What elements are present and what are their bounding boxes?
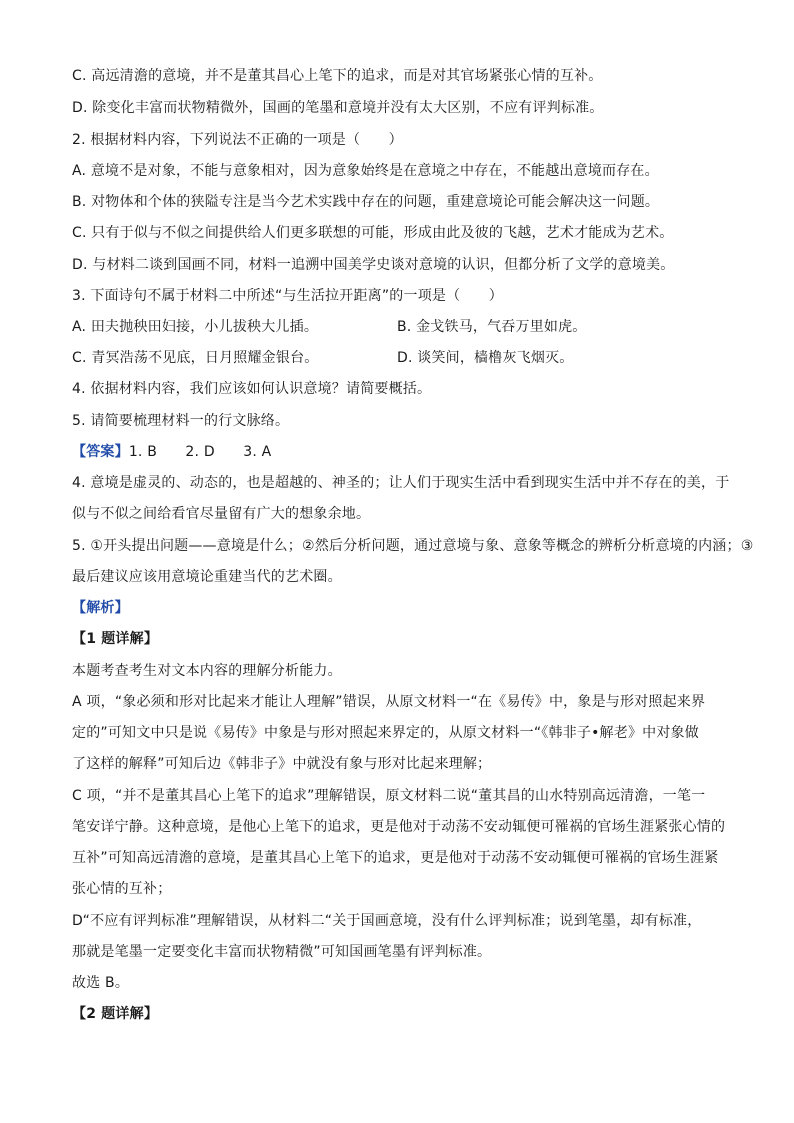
question-2: 2. 根据材料内容，下列说法不正确的一项是（ ） <box>72 132 403 148</box>
option-d-q3: D. 谈笑间，樯橹灰飞烟灭。 <box>397 350 574 366</box>
option-c-q3: C. 青冥浩荡不见底，日月照耀金银台。 <box>72 350 319 366</box>
answer-choices: 1. B 2. D 3. A <box>128 444 272 460</box>
detail-1-c-line1: C 项，“并不是董其昌心上笔下的追求”理解错误，原文材料二说“董其昌的山水特别高远清澹，一笔一 <box>72 788 706 804</box>
option-b-q2: B. 对物体和个体的狭隘专注是当今艺术实践中存在的问题，重建意境论可能会解决这一问题。 <box>72 194 660 210</box>
detail-1-c-line2: 笔安详宁静。这种意境，是他心上笔下的追求，更是他对于动荡不安动辄便可罹祸的官场生涯紧张心情的 <box>72 819 726 835</box>
detail-1-a-line2: 定的”可知文中只是说《易传》中象是与形对照起来界定的，从原文材料一“《韩非子•解老》中对象做 <box>72 725 699 741</box>
detail-1-c-line3: 互补”可知高远清澹的意境，是董其昌心上笔下的追求，更是他对于动荡不安动辄便可罹祸的官场生涯紧 <box>72 850 719 866</box>
option-a-q2: A. 意境不是对象，不能与意象相对，因为意象始终是在意境之中存在，不能越出意境而存在。 <box>72 163 659 179</box>
detail-1-a-line1: A 项，“象必须和形对比起来才能让人理解”错误，从原文材料一“在《易传》中，象是与形对照起来界 <box>72 694 706 710</box>
detail-1-heading: 【1 题详解】 <box>72 631 159 647</box>
option-d-q2: D. 与材料二谈到国画不同，材料一追溯中国美学史谈对意境的认识，但都分析了文学的意境美。 <box>72 257 675 273</box>
detail-1-intro: 本题考查考生对文本内容的理解分析能力。 <box>72 663 342 679</box>
answer-line <box>72 443 271 461</box>
detail-1-d-line2: 那就是笔墨一定要变化丰富而状物精微”可知国画笔墨有评判标准。 <box>72 944 492 960</box>
answer-4-line1: 4. 意境是虚灵的、动态的，也是超越的、神圣的；让人们于现实生活中看到现实生活中并不存在的美，于 <box>72 475 730 491</box>
question-5: 5. 请简要梳理材料一的行文脉络。 <box>72 413 290 429</box>
option-a-q3: A. 田夫抛秧田妇接，小儿拔秧大儿插。 <box>72 319 319 335</box>
option-b-q3: B. 金戈铁马，气吞万里如虎。 <box>397 319 587 335</box>
option-d-q1: D. 除变化丰富而状物精微外，国画的笔墨和意境并没有太大区别，不应有评判标准。 <box>72 100 604 116</box>
detail-2-heading: 【2 题详解】 <box>72 1006 159 1022</box>
detail-1-a-line3: 了这样的解释”可知后边《韩非子》中就没有象与形对比起来理解； <box>72 756 492 772</box>
answer-5-line2: 最后建议应该用意境论重建当代的艺术圈。 <box>72 569 342 585</box>
answer-tag: 【答案】 <box>72 444 129 460</box>
detail-1-c-line4: 张心情的互补； <box>72 881 172 897</box>
question-3: 3. 下面诗句不属于材料二中所述“与生活拉开距离”的一项是（ ） <box>72 288 503 304</box>
answer-4-line2: 似与不似之间给看官尽量留有广大的想象余地。 <box>72 506 371 522</box>
option-c-q2: C. 只有于似与不似之间提供给人们更多联想的可能，形成由此及彼的飞越，艺术才能成为艺术。 <box>72 225 674 241</box>
option-c-q1: C. 高远清澹的意境，并不是董其昌心上笔下的追求，而是对其官场紧张心情的互补。 <box>72 68 603 84</box>
detail-1-d-line1: D“不应有评判标准”理解错误，从材料二“关于国画意境，没有什么评判标准；说到笔墨，却有标准， <box>72 913 702 929</box>
question-4: 4. 依据材料内容，我们应该如何认识意境？请简要概括。 <box>72 381 432 397</box>
analysis-tag: 【解析】 <box>72 600 129 616</box>
detail-1-conclusion: 故选 B。 <box>72 975 130 991</box>
answer-5-line1: 5. ①开头提出问题——意境是什么；②然后分析问题，通过意境与象、意象等概念的辨析分析意境的内涵；③ <box>72 538 754 554</box>
